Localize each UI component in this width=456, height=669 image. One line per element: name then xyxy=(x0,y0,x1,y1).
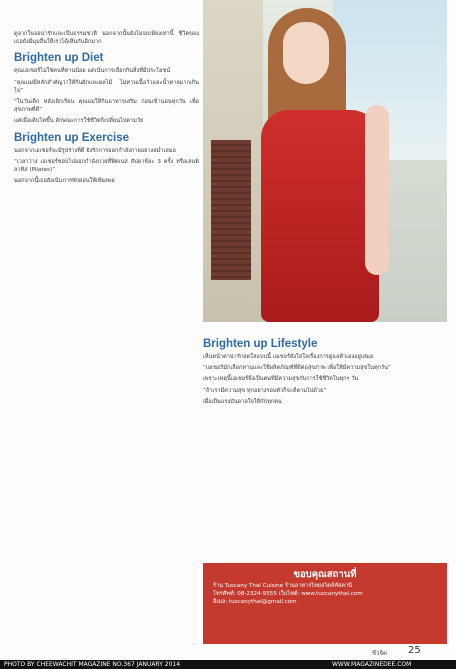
thanks-line-3: อีเมล: tuscanythai@gmail.com xyxy=(213,599,297,606)
lifestyle-paragraph-2: “เอเชอร์มักเลือกทานและใช้ผลิตภัณฑ์ที่ดีต่อสุขภาพ เพื่อให้มีความสุขในทุกวัน” xyxy=(203,365,391,372)
model-red-dress xyxy=(261,110,379,322)
left-column xyxy=(14,30,199,188)
thanks-line-1: ร้าน Tuscany Thai Cuisine ร้านอาหารไทยสไตล์ทัสคานี xyxy=(213,583,353,589)
intro-paragraph: ดูจากในจอน่ารักและเป็นธรรมชาติ นอกจากนั้นยังไม่จบเพียงเท่านี้ ชีวิตของเธอยังมีมุมอื่นให้เราได้เห็นกันอีกมาก xyxy=(14,31,199,46)
section-heading-diet: Brighten up Diet xyxy=(14,52,104,65)
model-face xyxy=(283,22,329,84)
exercise-paragraph-2: “เวลาว่าง เอเชอร์ชอบไปออกกำลังกายที่ฟิตเนส สัปดาห์ละ 3 ครั้ง หรือเล่นพิลาทิส (Pilates)” xyxy=(14,158,199,174)
exercise-paragraph-3: นอกจากนี้เธอยังเน้นการพักผ่อนให้เพียงพอ xyxy=(14,178,115,185)
diet-paragraph-3: “ในวันเด็ก หลังเลิกเรียน คุณแม่ให้กินอาหารเสริม ก่อนเข้านอนทุกวัน เพื่อสุขภาพที่ดี” xyxy=(14,99,199,114)
model-photo xyxy=(203,0,447,322)
magazine-name: ชีวจิต xyxy=(372,650,387,657)
model-arm xyxy=(365,105,389,275)
photo-credit: PHOTO BY CHEEWACHIT MAGAZINE NO.367 JANUARY 2014 xyxy=(4,661,181,668)
lifestyle-paragraph-4: “ถ้าเรามีความสุข ทุกอย่างรอบตัวก็จะดีตามไปด้วย” xyxy=(203,387,327,394)
thanks-title: ขอบคุณสถานที่ xyxy=(293,569,357,580)
page-number: 25 xyxy=(408,645,421,656)
credit-bar xyxy=(0,660,456,669)
website-credit: WWW.MAGAZINEDEE.COM xyxy=(332,661,412,668)
thanks-location-box xyxy=(203,563,447,644)
diet-paragraph-4: แต่เมื่อเติบโตขึ้น ลักษณะการใช้ชีวิตก็เปลี่ยนไปตามวัย xyxy=(14,118,144,125)
exercise-paragraph-1: นอกจากเอเชอร์จะมีรูปร่างที่ดี ยังรักการออกกำลังกายอย่างสม่ำเสมอ xyxy=(14,147,176,154)
right-column-text xyxy=(203,332,445,409)
photo-shutter xyxy=(211,140,251,280)
diet-paragraph-2: “คุณแม่มีหลักสำคัญว่าให้กินผักและผลไม้ ไม่ทานเนื้อวัวและน้ำตาลมากเกินไป” xyxy=(14,79,199,94)
section-heading-lifestyle: Brighten up Lifestyle xyxy=(203,338,318,350)
diet-paragraph-1: คุณเอเชอร์ไม่ใช่คนที่ทานน้อย แต่เน้นการเลือกกินสิ่งที่มีประโยชน์ xyxy=(14,68,171,75)
lifestyle-paragraph-3: เพราะเหตุนี้เอเชอร์จึงเป็นคนที่มีความสุขกับการใช้ชีวิตในทุกๆ วัน xyxy=(203,376,359,383)
lifestyle-paragraph-5: เผื่อเป็นแรงบันดาลใจให้กับทุกคน xyxy=(203,398,282,405)
section-heading-exercise: Brighten up Exercise xyxy=(14,131,130,144)
page-footer xyxy=(0,645,456,669)
lifestyle-paragraph-1: เห็นหน้าตาน่ารักสดใสแบบนี้ เอเชอร์ยังใส่ใจเรื่องการดูแลตัวเองอยู่เสมอ xyxy=(203,354,374,360)
thanks-line-2: โทรศัพท์: 08-2324-9555 เว็บไซต์: www.tuscanythai.com xyxy=(213,591,363,598)
footer-row xyxy=(0,645,456,661)
